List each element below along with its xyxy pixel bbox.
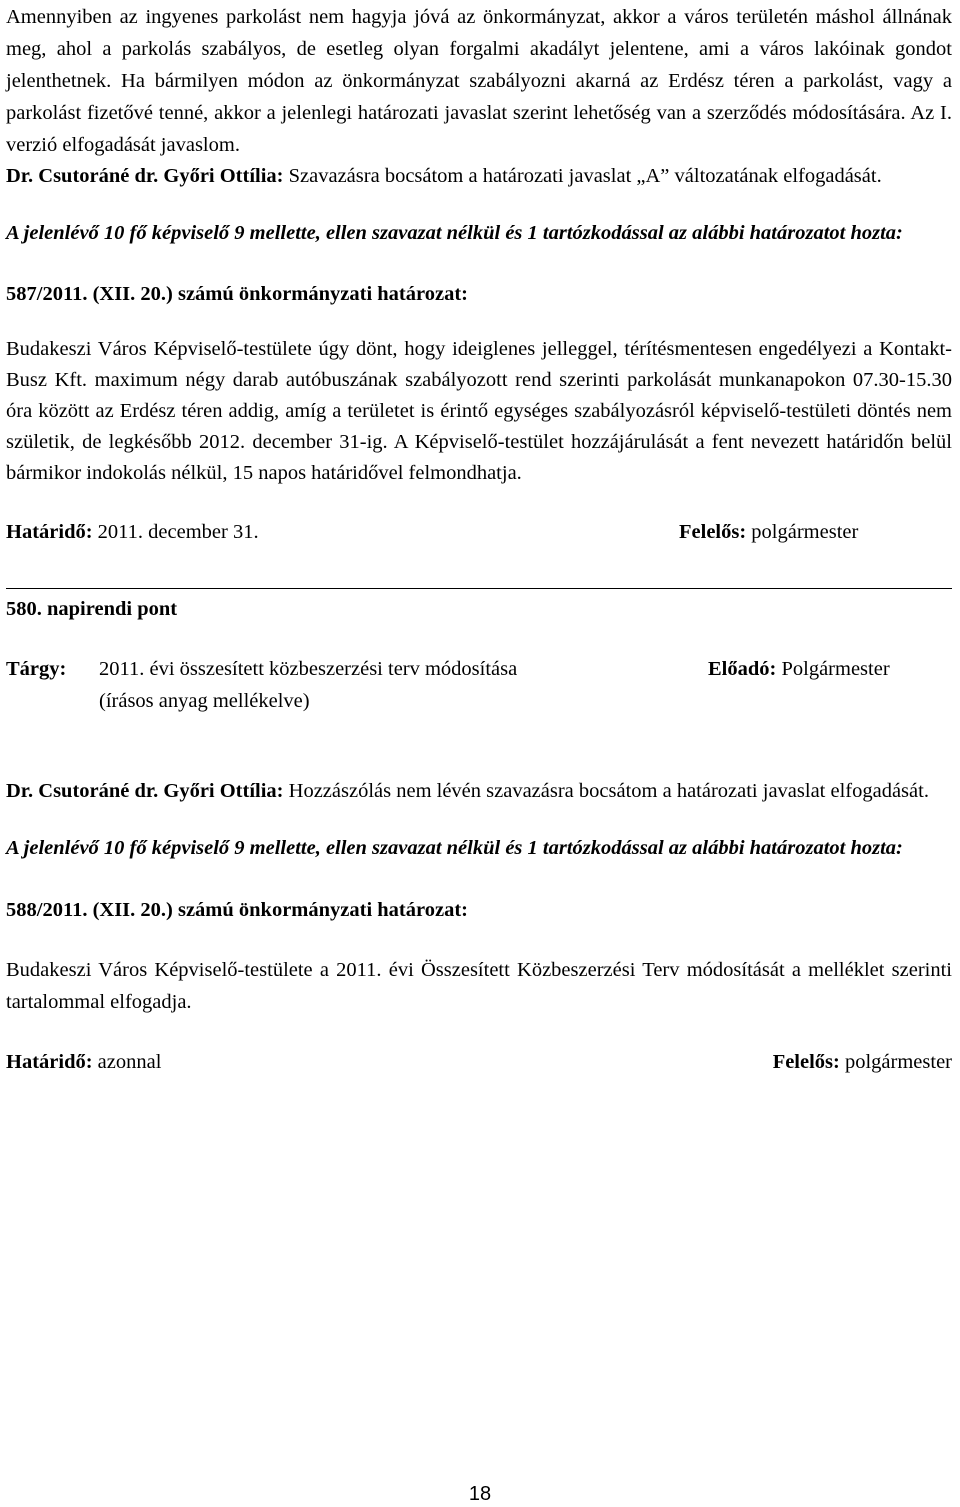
- page-number: 18: [468, 1483, 492, 1505]
- vote-result-1: A jelenlévő 10 fő képviselő 9 mellette, ellen szavazat nélkül és 1 tartózkodással az alábbi határozatot hozta:: [6, 222, 903, 244]
- vote-result-2: A jelenlévő 10 fő képviselő 9 mellette, ellen szavazat nélkül és 1 tartózkodással az alábbi határozatot hozta:: [6, 837, 903, 859]
- resolution-2-number: 588/2011. (XII. 20.) számú önkormányzati határozat:: [6, 899, 468, 921]
- deadline-label: Határidő:: [6, 1051, 93, 1073]
- resolution-2-body: Budakeszi Város Képviselő-testülete a 2011. évi Összesített Közbeszerzési Terv módosítását a melléklet szerinti tartalommal elfogadja.: [6, 959, 952, 1013]
- presenter: [708, 653, 890, 685]
- subject-text: [99, 653, 699, 717]
- document-page: [6, 1, 952, 1078]
- deadline-value: 2011. december 31.: [92, 521, 259, 543]
- resolution-1-number: 587/2011. (XII. 20.) számú önkormányzati határozat:: [6, 283, 468, 305]
- speaker-name: Dr. Csutoráné dr. Győri Ottília:: [6, 165, 284, 187]
- intro-paragraph: Amennyiben az ingyenes parkolást nem hagyja jóvá az önkormányzat, akkor a város területén máshol állnának meg, ahol a parkolás szabályos, de esetleg olyan forgalmi akadályt jelentene, ami a város lakóinak gondot jelenthetnek. Ha bármilyen módon az önkormányzat szabályozni akarná az Erdész téren a parkolást, vagy a parkolást fizetővé tenné, akkor a jelenlegi határozati javaslat szerint lehetőség van a szerződés módosítására. Az I. verzió elfogadását javaslom.: [6, 6, 952, 156]
- deadline-label: Határidő:: [6, 521, 93, 543]
- responsible-label: Felelős:: [679, 521, 747, 543]
- vote-call-1: [6, 161, 952, 192]
- agenda-title: 580. napirendi pont: [6, 598, 178, 620]
- vote-call-text: Szavazásra bocsátom a határozati javaslat „A” változatának elfogadását.: [283, 165, 882, 187]
- deadline-2: [6, 1046, 161, 1078]
- agenda-subject-row: [6, 653, 952, 717]
- responsible-label: Felelős:: [772, 1051, 840, 1073]
- responsible-2: [773, 1046, 952, 1078]
- section-divider: [6, 588, 952, 589]
- resolution-1-footer: [6, 516, 952, 548]
- responsible-value: polgármester: [839, 1051, 952, 1073]
- resolution-1-body: Budakeszi Város Képviselő-testülete úgy dönt, hogy ideiglenes jelleggel, térítésmentesen engedélyezi a Kontakt-Busz Kft. maximum négy darab autóbuszának szabályozott rend szerinti parkolását munkanapokon 07.30-15.30 óra között az Erdész téren addig, amíg a területet is érintő egységes szabályozásról képviselő-testületi döntés nem születik, de legkésőbb 2012. december 31-ig. A Képviselő-testület hozzájárulását a fent nevezett határidőn belül bármikor indokolás nélkül, 15 napos határidővel felmondhatja.: [6, 338, 952, 484]
- presenter-label: Előadó:: [708, 658, 777, 680]
- vote-call-2: [6, 775, 952, 807]
- subject-line-2: (írásos anyag mellékelve): [99, 690, 310, 712]
- subject-line-1: 2011. évi összesített közbeszerzési terv módosítása: [99, 658, 518, 680]
- deadline-1: [6, 516, 679, 548]
- vote-call-text: Hozzászólás nem lévén szavazásra bocsátom a határozati javaslat elfogadását.: [283, 780, 929, 802]
- deadline-value: azonnal: [92, 1051, 162, 1073]
- responsible-1: [679, 516, 858, 548]
- responsible-value: polgármester: [746, 521, 859, 543]
- presenter-value: Polgármester: [776, 658, 890, 680]
- resolution-2-footer: [6, 1046, 952, 1078]
- speaker-name: Dr. Csutoráné dr. Győri Ottília:: [6, 780, 284, 802]
- subject-label: Tárgy:: [6, 658, 67, 680]
